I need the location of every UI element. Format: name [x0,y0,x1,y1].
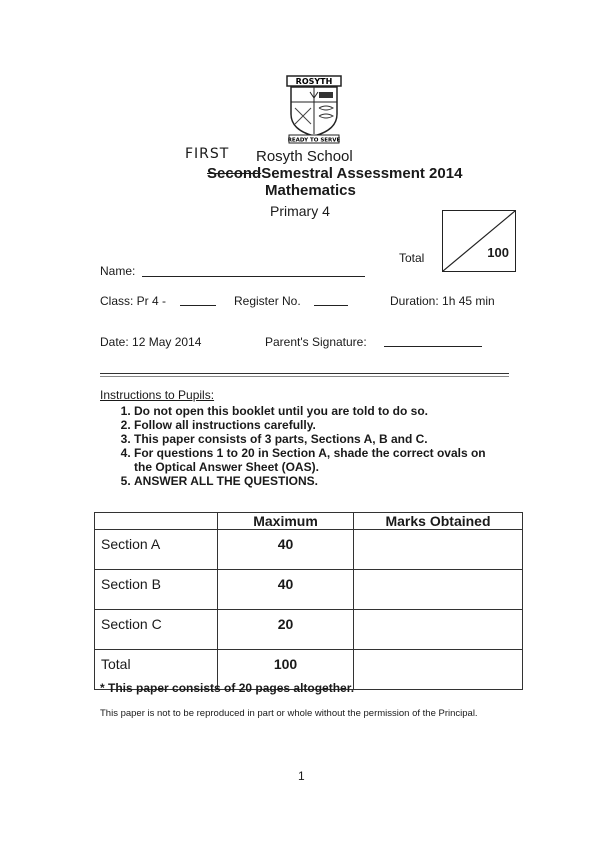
handwritten-first-note: FIRST [185,146,230,162]
register-label: Register No. [234,294,301,308]
instructions-list [100,404,494,488]
school-crest-logo [283,74,345,144]
table-row [95,570,523,610]
subject-title: Mathematics [265,182,356,199]
instructions-title: Instructions to Pupils: [100,388,215,402]
table-row [95,530,523,570]
table-header-maximum: Maximum [218,513,354,530]
crest-name-text: ROSYTH [295,77,333,86]
crest-motto-text: READY TO SERVE [287,137,341,144]
assessment-name: Semestral Assessment 2014 [261,165,463,182]
total-score-box [442,210,516,272]
maximum-cell: 40 [218,570,354,610]
instruction-item: 5. ANSWER ALL THE QUESTIONS. [134,474,494,488]
pages-note: * This paper consists of 20 pages altogether. [100,681,355,695]
instruction-item: 4. For questions 1 to 20 in Section A, shade the correct ovals on the Optical Answer Sheet (OAS). [134,446,494,474]
table-header-row [95,513,523,530]
section-cell: Total [95,650,218,690]
maximum-cell: 40 [218,530,354,570]
duration-text: Duration: 1h 45 min [390,294,495,308]
struck-word: Second [207,165,262,182]
school-name: Rosyth School [256,148,353,165]
section-cell: Section A [95,530,218,570]
instructions-block [100,388,494,488]
marks-table [94,512,523,690]
maximum-cell: 20 [218,610,354,650]
instruction-item: 1. Do not open this booklet until you are told to do so. [134,404,494,418]
divider-top [100,373,509,374]
register-line [314,305,348,306]
name-label: Name: [100,264,136,278]
class-label: Class: Pr 4 - [100,294,167,308]
total-label: Total [399,251,425,265]
divider-bottom [100,376,509,377]
instruction-item: 3. This paper consists of 3 parts, Sections A, B and C. [134,432,494,446]
class-line [180,305,216,306]
marks-obtained-cell [354,610,523,650]
total-max-value: 100 [487,245,509,260]
level-title: Primary 4 [270,203,330,219]
date-text: Date: 12 May 2014 [100,335,202,349]
page-number: 1 [298,769,305,783]
marks-obtained-cell [354,530,523,570]
name-line [142,276,365,277]
marks-obtained-cell [354,570,523,610]
signature-label: Parent's Signature: [265,335,367,349]
table-row [95,610,523,650]
maximum-cell: 100 [218,650,354,690]
signature-line [384,346,482,347]
marks-obtained-cell [354,650,523,690]
table-header-blank [95,513,218,530]
total-box-diagonal [443,211,515,271]
instruction-item: 2. Follow all instructions carefully. [134,418,494,432]
section-cell: Section B [95,570,218,610]
section-cell: Section C [95,610,218,650]
copyright-note: This paper is not to be reproduced in part or whole without the permission of the Principal. [100,708,478,719]
assessment-title [207,165,462,182]
table-header-marks-obtained: Marks Obtained [354,513,523,530]
